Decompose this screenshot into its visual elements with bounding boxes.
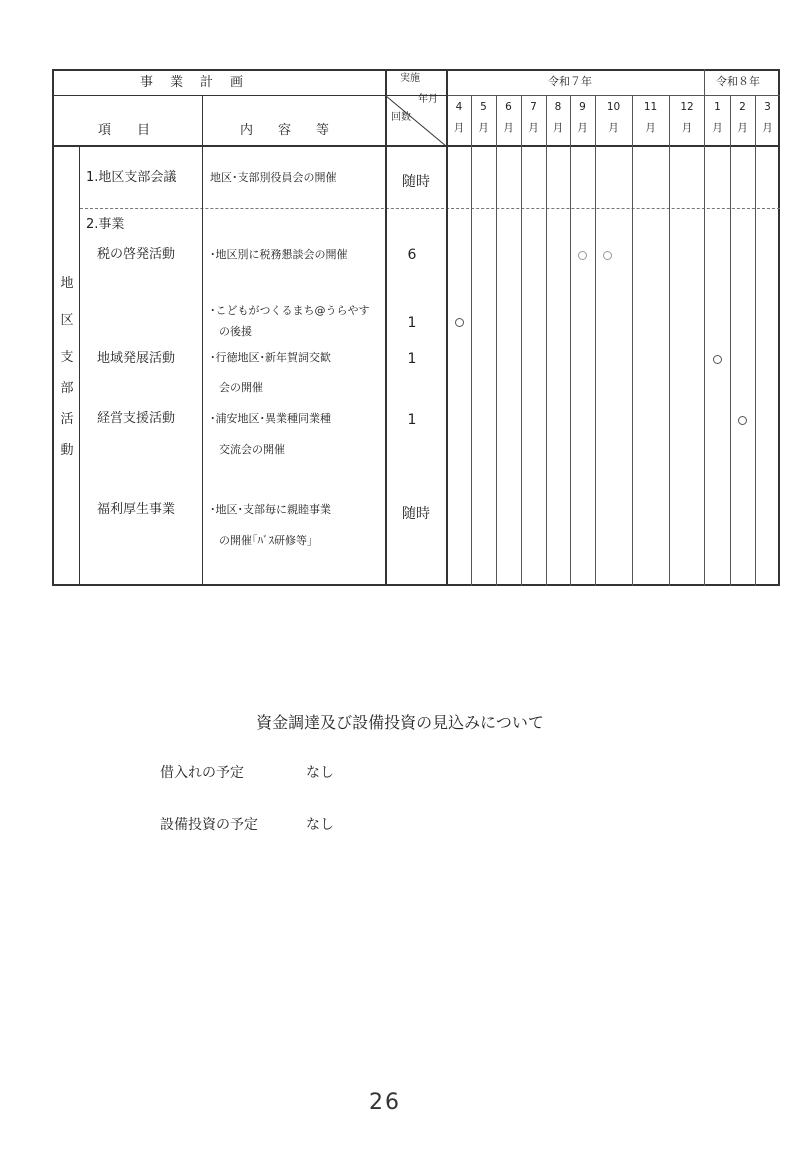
month-number: 8 — [554, 101, 562, 113]
investment-label: 設備投資の予定 — [160, 817, 258, 833]
borrowing-label: 借入れの予定 — [160, 765, 244, 781]
month-unit: 月 — [762, 122, 773, 134]
month-unit: 月 — [552, 122, 564, 134]
month-col-line — [595, 96, 596, 586]
count-col-line — [446, 69, 448, 586]
month-number: 1 — [714, 101, 721, 113]
row-content-kids-1: ･こどもがつくるまち@うらやす — [210, 304, 370, 317]
month-unit: 月 — [528, 122, 539, 134]
month-number: 4 — [455, 101, 463, 113]
row-item-meeting: 1.地区支部会議 — [86, 170, 177, 185]
row-count-kids: 1 — [407, 315, 417, 331]
row-content-welfare-2: の開催｢ﾊﾞｽ研修等｣ — [219, 534, 313, 547]
month-unit: 月 — [577, 122, 588, 134]
month-unit: 月 — [681, 122, 693, 134]
month-number: 6 — [505, 101, 512, 113]
group-label-1: 地 — [60, 276, 74, 291]
yearmonth-label: 年月 — [418, 94, 438, 105]
group-label-6: 動 — [60, 443, 74, 458]
content-header: 内 容 等 — [240, 123, 336, 138]
month-col-line — [570, 96, 571, 586]
month-col-line — [669, 96, 670, 586]
month-number: 12 — [680, 101, 694, 113]
month-col-line — [632, 96, 633, 586]
funding-title: 資金調達及び設備投資の見込みについて — [256, 713, 544, 732]
group-label-5: 活 — [60, 412, 74, 427]
row-count-meeting: 随時 — [402, 174, 430, 190]
schedule-mark-regional-jan — [713, 355, 722, 364]
row-item-welfare: 福利厚生事業 — [97, 502, 176, 517]
count-label: 回数 — [391, 112, 411, 123]
month-unit: 月 — [453, 122, 465, 134]
row-item-tax: 税の啓発活動 — [97, 247, 176, 262]
borrowing-value: なし — [306, 765, 334, 781]
row-content-regional-1: ･行徳地区･新年賀詞交歓 — [210, 351, 331, 364]
group-col-line — [79, 146, 80, 586]
row-count-regional: 1 — [407, 351, 417, 367]
row-content-welfare-1: ･地区･支部毎に親睦事業 — [210, 503, 331, 516]
month-unit: 月 — [608, 122, 619, 134]
month-unit: 月 — [737, 122, 748, 134]
group-label-4: 部 — [60, 381, 74, 396]
row-content-kids-2: の後援 — [219, 325, 252, 338]
page-number: 26 — [369, 1090, 401, 1115]
month-number: 10 — [606, 101, 621, 113]
month-number: 5 — [480, 101, 487, 113]
month-unit: 月 — [712, 122, 723, 134]
row-count-welfare: 随時 — [402, 506, 430, 522]
row-content-management-2: 交流会の開催 — [219, 443, 285, 456]
month-col-line — [755, 96, 756, 586]
year2-label: 令和８年 — [716, 75, 760, 88]
row-count-tax: 6 — [407, 247, 417, 263]
group-label-3: 支 — [60, 350, 74, 365]
row-item-business: 2.事業 — [86, 217, 125, 232]
row-content-tax: ･地区別に税務懇談会の開催 — [210, 248, 348, 261]
month-unit: 月 — [478, 122, 489, 134]
row-item-regional: 地域発展活動 — [97, 351, 176, 366]
month-unit: 月 — [645, 122, 656, 134]
schedule-mark-tax-oct — [603, 251, 612, 260]
item-header: 項 目 — [98, 123, 151, 138]
month-unit: 月 — [503, 122, 514, 134]
row-content-regional-2: 会の開催 — [219, 381, 263, 394]
item-col-line — [202, 95, 203, 586]
year1-label: 令和７年 — [548, 75, 592, 88]
row-content-meeting: 地区･支部別役員会の開催 — [210, 171, 337, 184]
row-dashed-divider — [80, 208, 780, 209]
month-number: 2 — [739, 101, 746, 113]
row-count-management: 1 — [407, 412, 417, 428]
schedule-mark-management-feb — [738, 416, 747, 425]
month-col-line — [730, 96, 731, 586]
month-number: 3 — [764, 101, 771, 113]
impl-label: 実施 — [400, 73, 420, 84]
month-col-line — [471, 96, 472, 586]
schedule-mark-tax-sep — [578, 251, 587, 260]
row-content-management-1: ･浦安地区･異業種同業種 — [210, 412, 331, 425]
month-number: 9 — [579, 101, 586, 113]
month-col-line — [521, 96, 522, 586]
month-number: 11 — [643, 101, 658, 113]
investment-value: なし — [306, 817, 334, 833]
month-col-line — [546, 96, 547, 586]
plan-header: 事 業 計 画 — [140, 75, 246, 90]
month-col-line — [496, 96, 497, 586]
row-item-management: 経営支援活動 — [97, 411, 176, 426]
month-number: 7 — [530, 101, 537, 113]
schedule-mark-kids-apr — [455, 318, 464, 327]
group-label-2: 区 — [60, 313, 74, 328]
year-split-line — [704, 69, 705, 586]
